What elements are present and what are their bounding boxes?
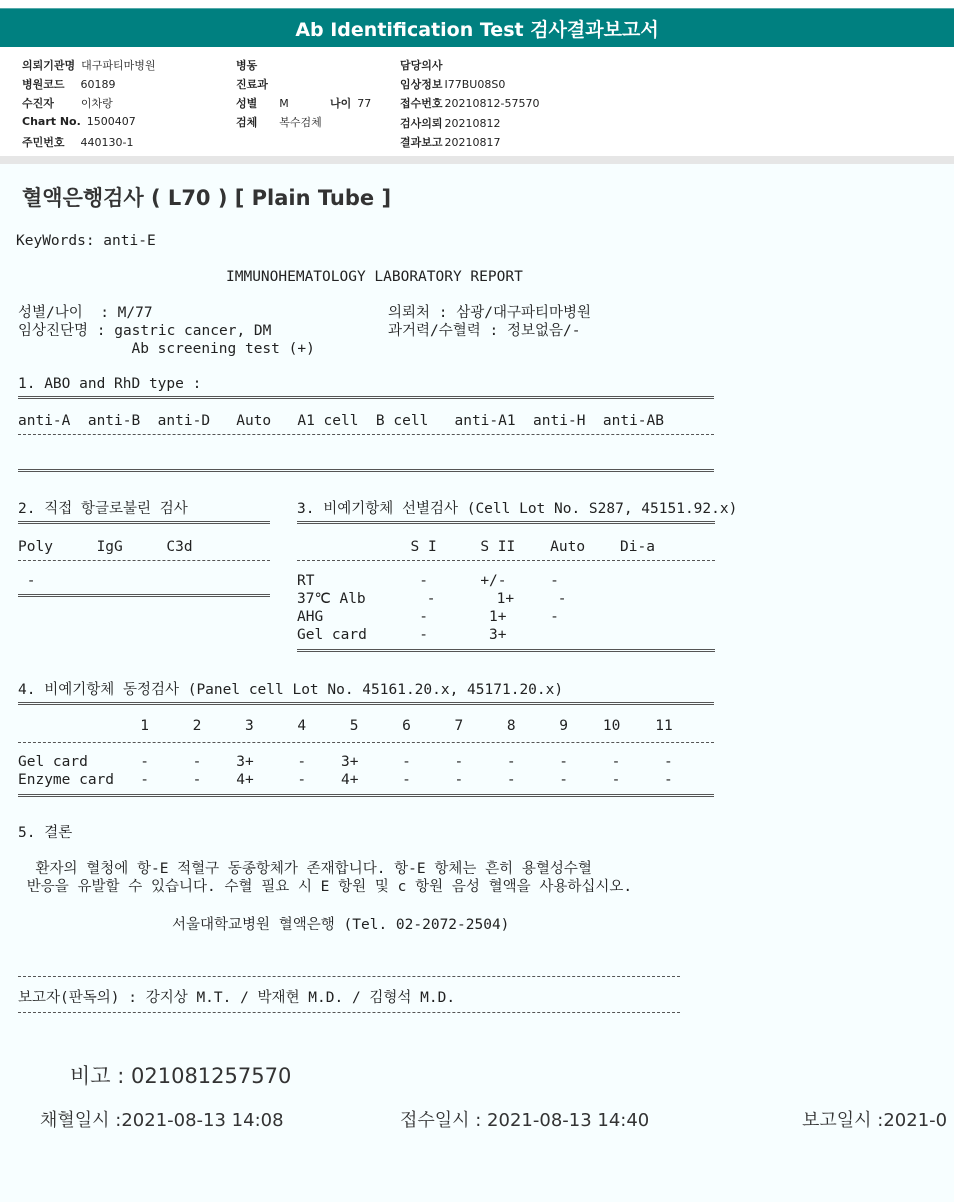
divider [18,976,680,977]
divider [18,1012,680,1013]
header-field: 병동 [236,59,258,72]
note: 비고 : 021081257570 [70,1064,292,1088]
identification-section-title: 4. 비예기항체 동정검사 (Panel cell Lot No. 45161.20.x, 45171.20.x) [18,682,564,698]
collected-datetime: 채혈일시 :2021-08-13 14:08 [40,1110,284,1131]
patient-info-right: 의뢰처 : 삼광/대구파티마병원 과거력/수혈력 : 정보없음/- [388,305,592,339]
abo-table-header: anti-A anti-B anti-D Auto A1 cell B cell anti-A1 anti-H anti-AB [18,413,665,429]
header-field: 주민번호 440130-1 [22,136,134,149]
header-field: 수진자 이차랑 [22,97,113,110]
divider [297,649,715,652]
header-field: 검사의뢰 20210812 [400,117,501,130]
abo-section-title: 1. ABO and RhD type : [18,376,202,392]
header-field: 임상정보 I77BU08S0 [400,78,506,91]
dat-table-header: Poly IgG C3d [18,539,193,555]
divider [18,521,270,524]
divider [297,521,715,524]
conclusion-text: 환자의 혈청에 항-E 적혈구 동종항체가 존재합니다. 항-E 항체는 흔히 용혈성수혈 반응을 유발할 수 있습니다. 수혈 필요 시 E 항원 및 c 항원 음성 혈액을 사용하십시오. [26,861,633,895]
header-field: 진료과 [236,78,268,91]
keywords: KeyWords: anti-E [16,233,156,249]
dat-value: - [18,573,36,589]
screening-table-header: S I S II Auto Di-a [297,539,655,555]
panel-table-rows: Gel card - - 3+ - 3+ - - - - - - Enzyme card - - 4+ - 4+ - - - - - - [18,754,673,788]
header-field: 병원코드 60189 [22,78,116,91]
report-section-title: 혈액은행검사 ( L70 ) [ Plain Tube ] [22,186,392,210]
header-field: 의뢰기관명 대구파티마병원 [22,59,156,72]
patient-info-left: 성별/나이 : M/77 임상진단명 : gastric cancer, DM Ab screening test (+) [18,305,315,357]
divider [18,396,714,399]
header-field: 접수번호 20210812-57570 [400,97,540,110]
report-title: Ab Identification Test 검사결과보고서 [295,18,659,41]
bloodbank-contact: 서울대학교병원 혈액은행 (Tel. 02-2072-2504) [172,917,510,933]
reporter: 보고자(판독의) : 강지상 M.T. / 박재현 M.D. / 김형석 M.D. [18,990,456,1006]
divider [18,594,270,597]
header-field: 검체 복수검체 [236,116,322,129]
divider [18,794,714,797]
patient-header [0,48,954,156]
header-separator [0,156,954,164]
header-field: 담당의사 [400,59,443,72]
report-body [0,164,954,1202]
header-field: Chart No. 1500407 [22,115,136,128]
lab-report-title: IMMUNOHEMATOLOGY LABORATORY REPORT [226,269,523,285]
header-field: 성별 M [236,97,289,110]
divider [18,434,714,435]
header-field: 나이 77 [330,97,372,110]
header-field: 결과보고 20210817 [400,136,501,149]
divider [18,702,714,705]
reported-datetime: 보고일시 :2021-0 [802,1110,948,1131]
dat-section-title: 2. 직접 항글로불린 검사 [18,501,188,517]
screening-table-rows: RT - +/- - 37℃ Alb - 1+ - AHG - 1+ - Gel card - 3+ [297,573,567,643]
panel-table-header: 1 2 3 4 5 6 7 8 9 10 11 [18,718,673,734]
divider [18,742,714,743]
divider [18,560,270,561]
divider [297,560,715,561]
received-datetime: 접수일시 : 2021-08-13 14:40 [400,1110,650,1131]
divider [18,469,714,472]
conclusion-section-title: 5. 결론 [18,825,73,841]
report-title-bar [0,8,954,47]
screening-section-title: 3. 비예기항체 선별검사 (Cell Lot No. S287, 45151.92.x) [297,501,738,517]
